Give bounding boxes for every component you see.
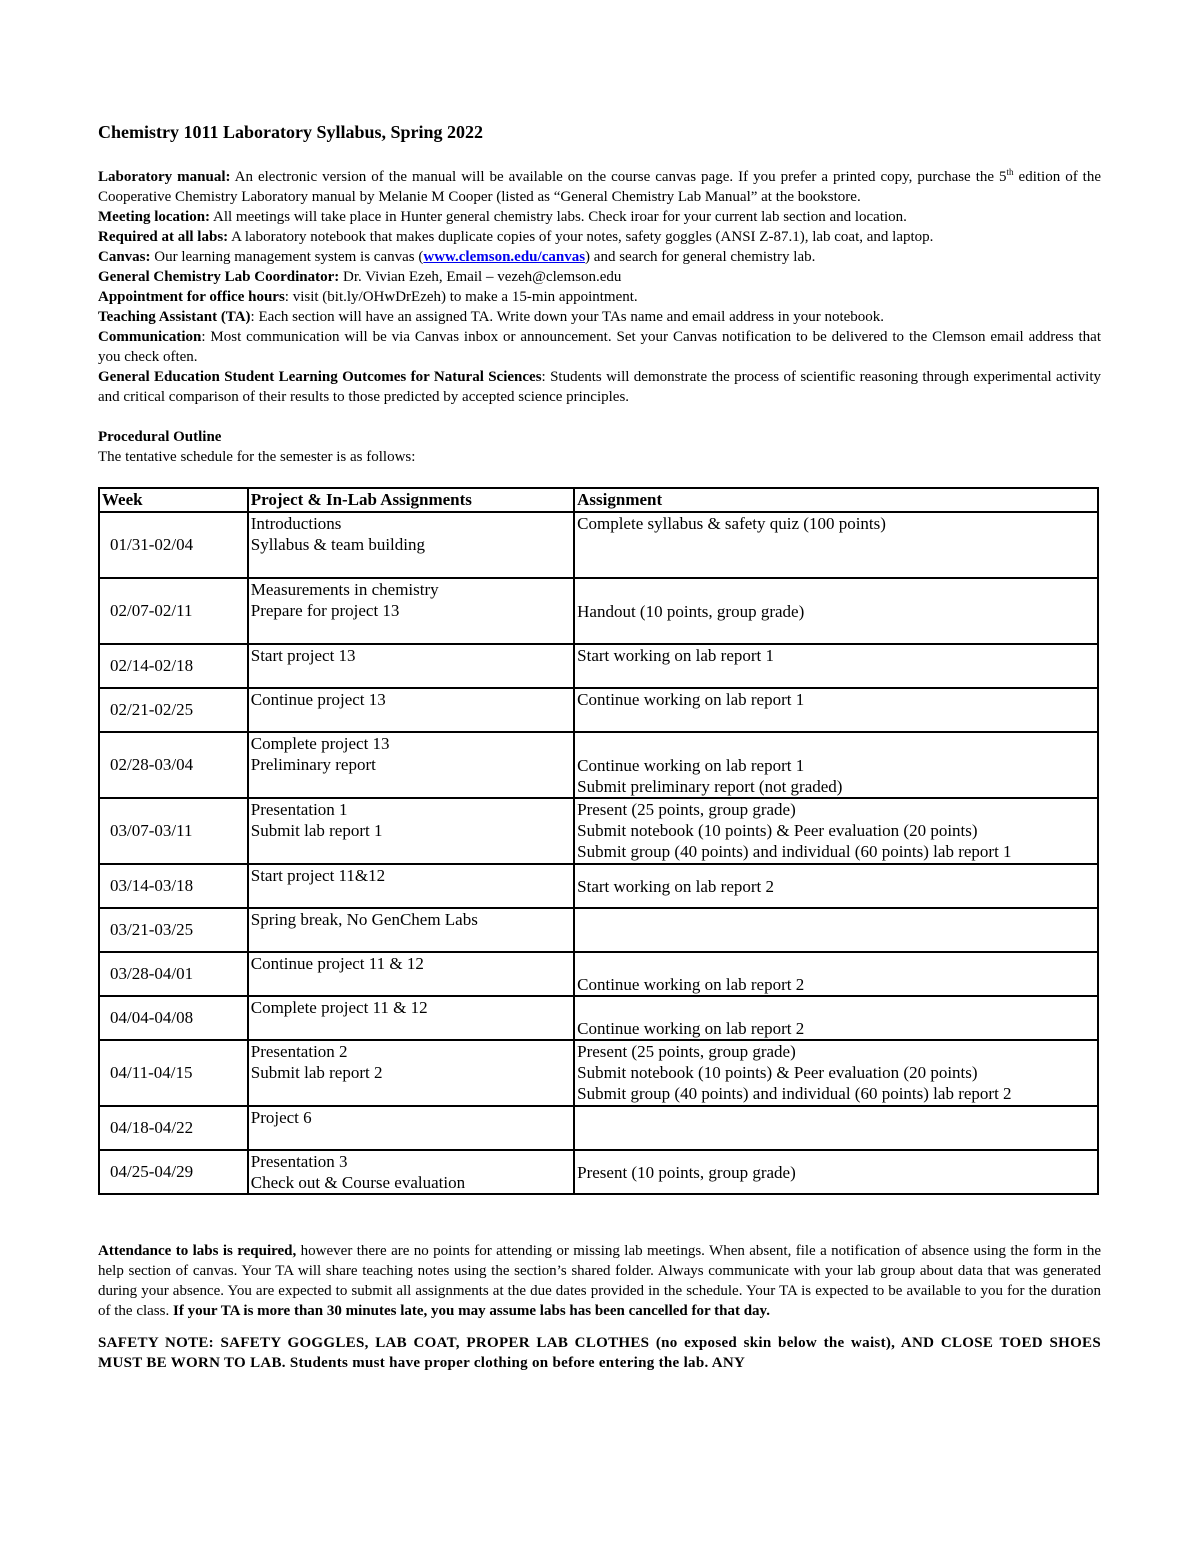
assignment-cell bbox=[574, 798, 1098, 864]
project-cell bbox=[248, 688, 574, 732]
assignment-line: Submit notebook (10 points) & Peer evaluation (20 points) bbox=[577, 1063, 978, 1082]
assignment-line: Continue working on lab report 2 bbox=[577, 975, 805, 994]
table-row bbox=[99, 688, 1098, 732]
location-label: Meeting location: bbox=[98, 209, 211, 225]
assignment-line: Continue working on lab report 1 bbox=[577, 690, 805, 709]
week-cell: 02/14-02/18 bbox=[99, 644, 248, 688]
appointment-info bbox=[98, 287, 1101, 307]
canvas-label: Canvas: bbox=[98, 249, 151, 265]
project-cell bbox=[248, 996, 574, 1040]
coordinator-text: Dr. Vivian Ezeh, Email – vezeh@clemson.edu bbox=[339, 269, 622, 285]
gened-text: : Students will demonstrate the process of scientific reasoning through experimental activity and critical comparison of their results to those predicted by accepted science principles. bbox=[98, 369, 1101, 405]
appointment-text: : visit (bit.ly/OHwDrEzeh) to make a 15-min appointment. bbox=[284, 289, 638, 305]
required-info bbox=[98, 227, 1101, 247]
assignment-line: Handout (10 points, group grade) bbox=[577, 601, 805, 621]
project-line: Spring break, No GenChem Labs bbox=[250, 910, 478, 929]
project-line: Start project 13 bbox=[250, 646, 356, 665]
assignment-line: Present (10 points, group grade) bbox=[577, 1162, 796, 1182]
assignment-cell bbox=[574, 908, 1098, 952]
assignment-line: Present (25 points, group grade) bbox=[577, 1042, 796, 1061]
gened-label: General Education Student Learning Outcomes for Natural Sciences bbox=[98, 369, 542, 385]
project-cell bbox=[248, 732, 574, 798]
location-info bbox=[98, 207, 1101, 227]
coordinator-label: General Chemistry Lab Coordinator: bbox=[98, 269, 340, 285]
project-line: Presentation 1 bbox=[250, 800, 348, 819]
ta-info bbox=[98, 307, 1101, 327]
communication-label: Communication bbox=[98, 329, 202, 345]
week-cell: 04/18-04/22 bbox=[99, 1106, 248, 1150]
assignment-cell bbox=[574, 952, 1098, 996]
schedule-header-row bbox=[99, 488, 1098, 512]
project-line: Measurements in chemistry bbox=[250, 580, 439, 599]
project-cell bbox=[248, 1040, 574, 1106]
project-cell bbox=[248, 1106, 574, 1150]
project-line: Submit lab report 2 bbox=[250, 1063, 383, 1082]
assignment-cell bbox=[574, 644, 1098, 688]
assignment-line: Submit notebook (10 points) & Peer evaluation (20 points) bbox=[577, 821, 978, 840]
week-cell: 04/04-04/08 bbox=[99, 996, 248, 1040]
project-line: Preliminary report bbox=[250, 755, 376, 774]
manual-text: An electronic version of the manual will be available on the course canvas page. If you prefer a printed copy, purchase the 5 bbox=[230, 169, 1007, 185]
project-line: Complete project 11 & 12 bbox=[250, 998, 428, 1017]
safety-note: SAFETY NOTE: SAFETY GOGGLES, LAB COAT, PROPER LAB CLOTHES (no exposed skin below the waist), AND CLOSE TOED SHOES MUST BE WORN TO LAB. Students must have proper clothing on before entering the lab. ANY bbox=[98, 1335, 1101, 1371]
schedule-body bbox=[99, 512, 1098, 1194]
assignment-cell bbox=[574, 1040, 1098, 1106]
manual-info bbox=[98, 167, 1101, 207]
outline-heading: Procedural Outline bbox=[98, 429, 222, 445]
week-cell: 02/21-02/25 bbox=[99, 688, 248, 732]
schedule-table bbox=[98, 487, 1099, 1195]
week-cell: 01/31-02/04 bbox=[99, 512, 248, 578]
project-cell bbox=[248, 798, 574, 864]
project-line: Introductions bbox=[250, 514, 342, 533]
appointment-label: Appointment for office hours bbox=[98, 289, 285, 305]
manual-text-2: edition of the Cooperative Chemistry Laboratory manual by Melanie M Cooper (listed as “General Chemistry Lab Manual” at the bookstore. bbox=[98, 169, 1101, 205]
table-row bbox=[99, 1150, 1098, 1194]
manual-label: Laboratory manual: bbox=[98, 169, 231, 185]
required-label: Required at all labs: bbox=[98, 229, 229, 245]
project-line: Start project 11&12 bbox=[250, 866, 386, 885]
location-text: All meetings will take place in Hunter general chemistry labs. Check iroar for your current lab section and location. bbox=[210, 209, 907, 225]
attendance-late-rule: If your TA is more than 30 minutes late, you may assume labs has been cancelled for that day. bbox=[172, 1303, 770, 1319]
required-text: A laboratory notebook that makes duplicate copies of your notes, safety goggles (ANSI Z-87.1), lab coat, and laptop. bbox=[228, 229, 934, 245]
table-row bbox=[99, 798, 1098, 864]
assignment-line: Complete syllabus & safety quiz (100 points) bbox=[577, 514, 886, 533]
assignment-line: Start working on lab report 1 bbox=[577, 646, 775, 665]
week-cell: 03/07-03/11 bbox=[99, 798, 248, 864]
table-row bbox=[99, 578, 1098, 644]
assignment-cell bbox=[574, 578, 1098, 644]
project-line: Presentation 3 bbox=[250, 1152, 348, 1171]
assignment-line: Continue working on lab report 2 bbox=[577, 1019, 805, 1038]
assignment-cell bbox=[574, 732, 1098, 798]
week-cell: 02/28-03/04 bbox=[99, 732, 248, 798]
page-title: Chemistry 1011 Laboratory Syllabus, Spring 2022 bbox=[98, 122, 484, 142]
project-line: Project 6 bbox=[250, 1108, 312, 1127]
assignment-cell bbox=[574, 1150, 1098, 1194]
canvas-text: Our learning management system is canvas ( bbox=[150, 249, 424, 265]
project-cell bbox=[248, 908, 574, 952]
project-line: Continue project 13 bbox=[250, 690, 386, 709]
header-project: Project & In-Lab Assignments bbox=[248, 488, 574, 512]
project-line: Check out & Course evaluation bbox=[250, 1173, 466, 1192]
attendance-policy bbox=[98, 1241, 1101, 1321]
table-row bbox=[99, 996, 1098, 1040]
project-cell bbox=[248, 512, 574, 578]
table-row bbox=[99, 864, 1098, 908]
table-row bbox=[99, 952, 1098, 996]
assignment-cell bbox=[574, 1106, 1098, 1150]
project-cell bbox=[248, 864, 574, 908]
project-line: Syllabus & team building bbox=[250, 535, 425, 554]
week-cell: 03/28-04/01 bbox=[99, 952, 248, 996]
assignment-line: Submit preliminary report (not graded) bbox=[577, 777, 843, 796]
communication-info bbox=[98, 327, 1101, 367]
project-line: Prepare for project 13 bbox=[250, 601, 400, 620]
header-assignment: Assignment bbox=[574, 488, 1098, 512]
project-cell bbox=[248, 578, 574, 644]
canvas-text-2: ) and search for general chemistry lab. bbox=[585, 249, 816, 265]
week-cell: 03/14-03/18 bbox=[99, 864, 248, 908]
table-row bbox=[99, 908, 1098, 952]
manual-sup: th bbox=[1006, 167, 1014, 177]
project-line: Presentation 2 bbox=[250, 1042, 348, 1061]
assignment-cell bbox=[574, 688, 1098, 732]
header-week: Week bbox=[99, 488, 248, 512]
ta-label: Teaching Assistant (TA) bbox=[98, 309, 251, 325]
week-cell: 03/21-03/25 bbox=[99, 908, 248, 952]
gened-info bbox=[98, 367, 1101, 407]
coordinator-info bbox=[98, 267, 1101, 287]
assignment-cell bbox=[574, 996, 1098, 1040]
communication-text: : Most communication will be via Canvas inbox or announcement. Set your Canvas notification to be delivered to the Clemson email address that you check often. bbox=[98, 329, 1101, 365]
attendance-text: however there are no points for attending or missing lab meetings. When absent, file a notification of absence using the form in the help section of canvas. Your TA will share teaching notes using the section’s shared folder. Always communicate with your lab group about data that was generated during your absence. You are expected to submit all assignments at the due dates provided in the schedule. Your TA is expected to be available to you for the duration of the class. bbox=[98, 1243, 1101, 1319]
project-cell bbox=[248, 1150, 574, 1194]
assignment-cell bbox=[574, 512, 1098, 578]
project-line: Continue project 11 & 12 bbox=[250, 954, 424, 973]
table-row bbox=[99, 1040, 1098, 1106]
week-cell: 02/07-02/11 bbox=[99, 578, 248, 644]
week-cell: 04/25-04/29 bbox=[99, 1150, 248, 1194]
assignment-line: Start working on lab report 2 bbox=[577, 876, 775, 896]
attendance-label: Attendance to labs is required, bbox=[98, 1243, 297, 1259]
table-row bbox=[99, 644, 1098, 688]
canvas-link[interactable]: www.clemson.edu/canvas bbox=[423, 249, 586, 265]
project-cell bbox=[248, 952, 574, 996]
table-row bbox=[99, 512, 1098, 578]
week-cell: 04/11-04/15 bbox=[99, 1040, 248, 1106]
assignment-line: Submit group (40 points) and individual (60 points) lab report 1 bbox=[577, 842, 1012, 861]
ta-text: : Each section will have an assigned TA. Write down your TAs name and email address in your notebook. bbox=[250, 309, 885, 325]
outline-subtext: The tentative schedule for the semester is as follows: bbox=[98, 449, 416, 465]
assignment-line: Present (25 points, group grade) bbox=[577, 800, 796, 819]
project-cell bbox=[248, 644, 574, 688]
assignment-line: Continue working on lab report 1 bbox=[577, 756, 805, 775]
table-row bbox=[99, 732, 1098, 798]
syllabus-page bbox=[98, 122, 1101, 1373]
project-line: Complete project 13 bbox=[250, 734, 390, 753]
assignment-line: Submit group (40 points) and individual (60 points) lab report 2 bbox=[577, 1084, 1012, 1103]
canvas-info bbox=[98, 247, 1101, 267]
project-line: Submit lab report 1 bbox=[250, 821, 383, 840]
assignment-cell bbox=[574, 864, 1098, 908]
table-row bbox=[99, 1106, 1098, 1150]
